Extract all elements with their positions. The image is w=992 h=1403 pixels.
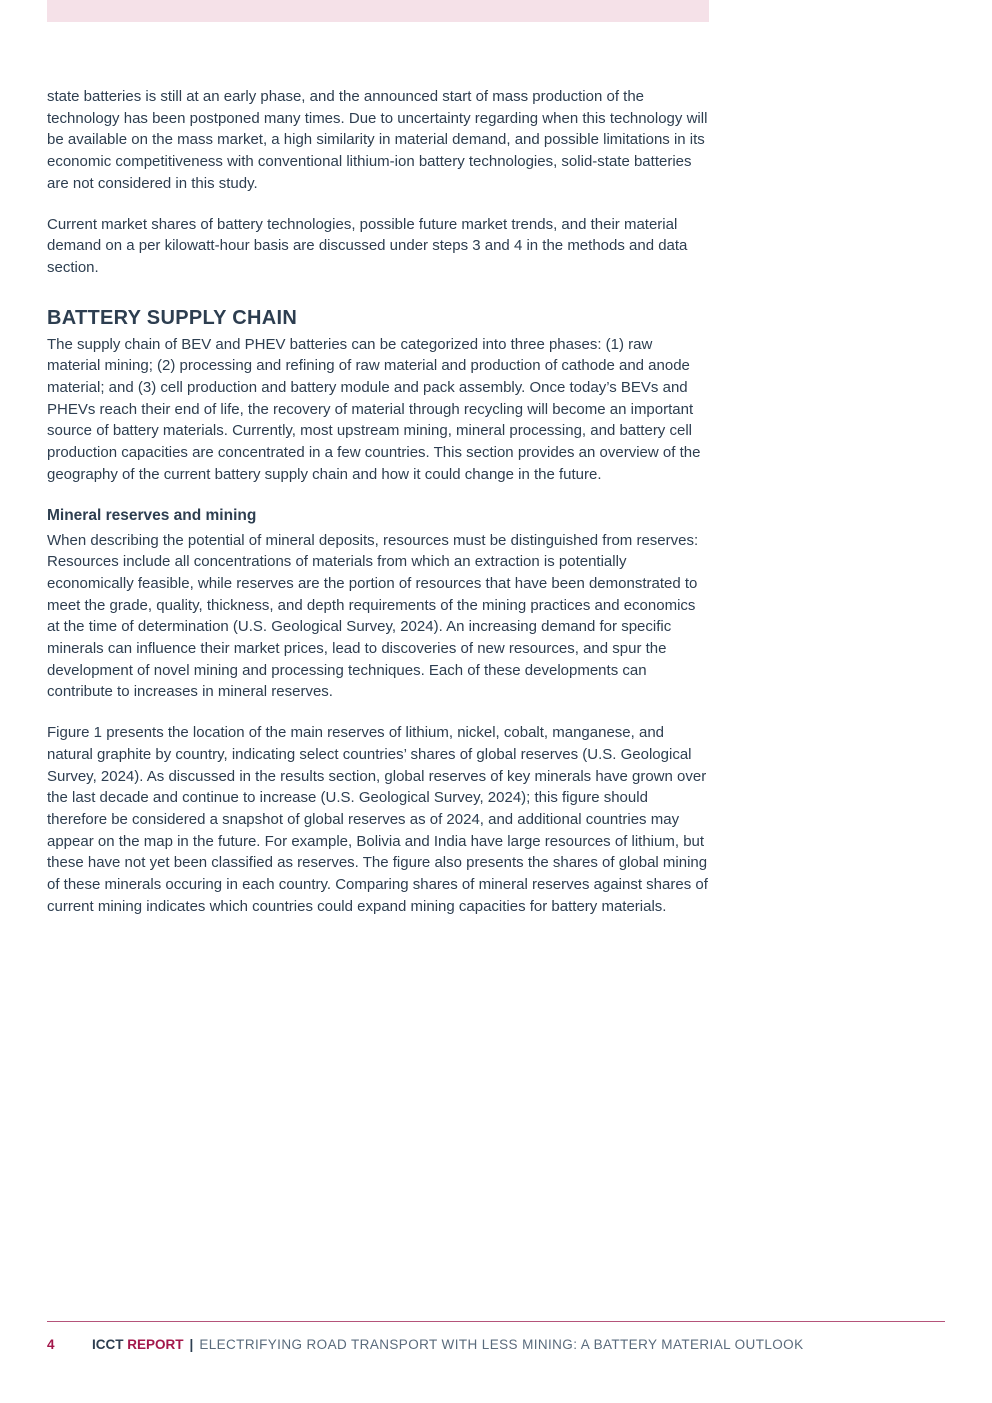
intro-paragraph-2: Current market shares of battery technologies, possible future market trends, and their material demand on a per kilowatt-hour basis are discussed under steps 3 and 4 in the methods and data section. [47,215,688,276]
page-number: 4 [47,1337,55,1352]
footer-separator: | [189,1337,194,1352]
subsection-heading: Mineral reserves and mining [47,506,257,524]
footer-brand-icct: ICCT [92,1337,124,1352]
section-paragraph: The supply chain of BEV and PHEV batteries can be categorized into three phases: (1) raw material mining; (2) processing and refining of raw material and production of cathode and anode material; and (3) cell production and battery module and pack assembly. Once today’s BEVs and PHEVs reach their end of life, the recovery of material through recycling will become an important source of battery materials. Currently, most upstream mining, mineral processing, and battery cell production capacities are concentrated in a few countries. This section provides an overview of the geography of the current battery supply chain and how it could change in the future. [47,335,701,483]
body-content [47,86,709,918]
footer-document-title: ELECTRIFYING ROAD TRANSPORT WITH LESS MINING: A BATTERY MATERIAL OUTLOOK [199,1337,804,1352]
footer-divider [47,1321,945,1322]
section-heading: BATTERY SUPPLY CHAIN [47,306,298,329]
intro-paragraph-1: state batteries is still at an early phase, and the announced start of mass production of the technology has been postponed many times. Due to uncertainty regarding when this technology will be available on the mass market, a high similarity in material demand, and possible limitations in its economic competitiveness with conventional lithium-ion battery technologies, solid-state batteries are not considered in this study. [47,88,708,192]
page-footer [47,1337,945,1352]
footer-brand-report: REPORT [127,1337,184,1352]
subsection-paragraph-1: When describing the potential of mineral deposits, resources must be distinguished from reserves: Resources include all concentrations of materials from which an extraction is potentially economically feasible, while reserves are the portion of resources that have been demonstrated to meet the grade, quality, thickness, and depth requirements of the mining practices and economics at the time of determination (U.S. Geological Survey, 2024). An increasing demand for specific minerals can influence their market prices, lead to discoveries of new resources, and spur the development of novel mining and processing techniques. Each of these developments can contribute to increases in mineral reserves. [47,531,699,701]
header-band [47,0,709,22]
subsection-paragraph-2: Figure 1 presents the location of the main reserves of lithium, nickel, cobalt, manganese, and natural graphite by country, indicating select countries’ shares of global reserves (U.S. Geological Survey, 2024). As discussed in the results section, global reserves of key minerals have grown over the last decade and continue to increase (U.S. Geological Survey, 2024); this figure should therefore be considered a snapshot of global reserves as of 2024, and additional countries may appear on the map in the future. For example, Bolivia and India have large resources of lithium, but these have not yet been classified as reserves. The figure also presents the shares of global mining of these minerals occuring in each country. Comparing shares of mineral reserves against shares of current mining indicates which countries could expand mining capacities for battery materials. [47,724,708,915]
